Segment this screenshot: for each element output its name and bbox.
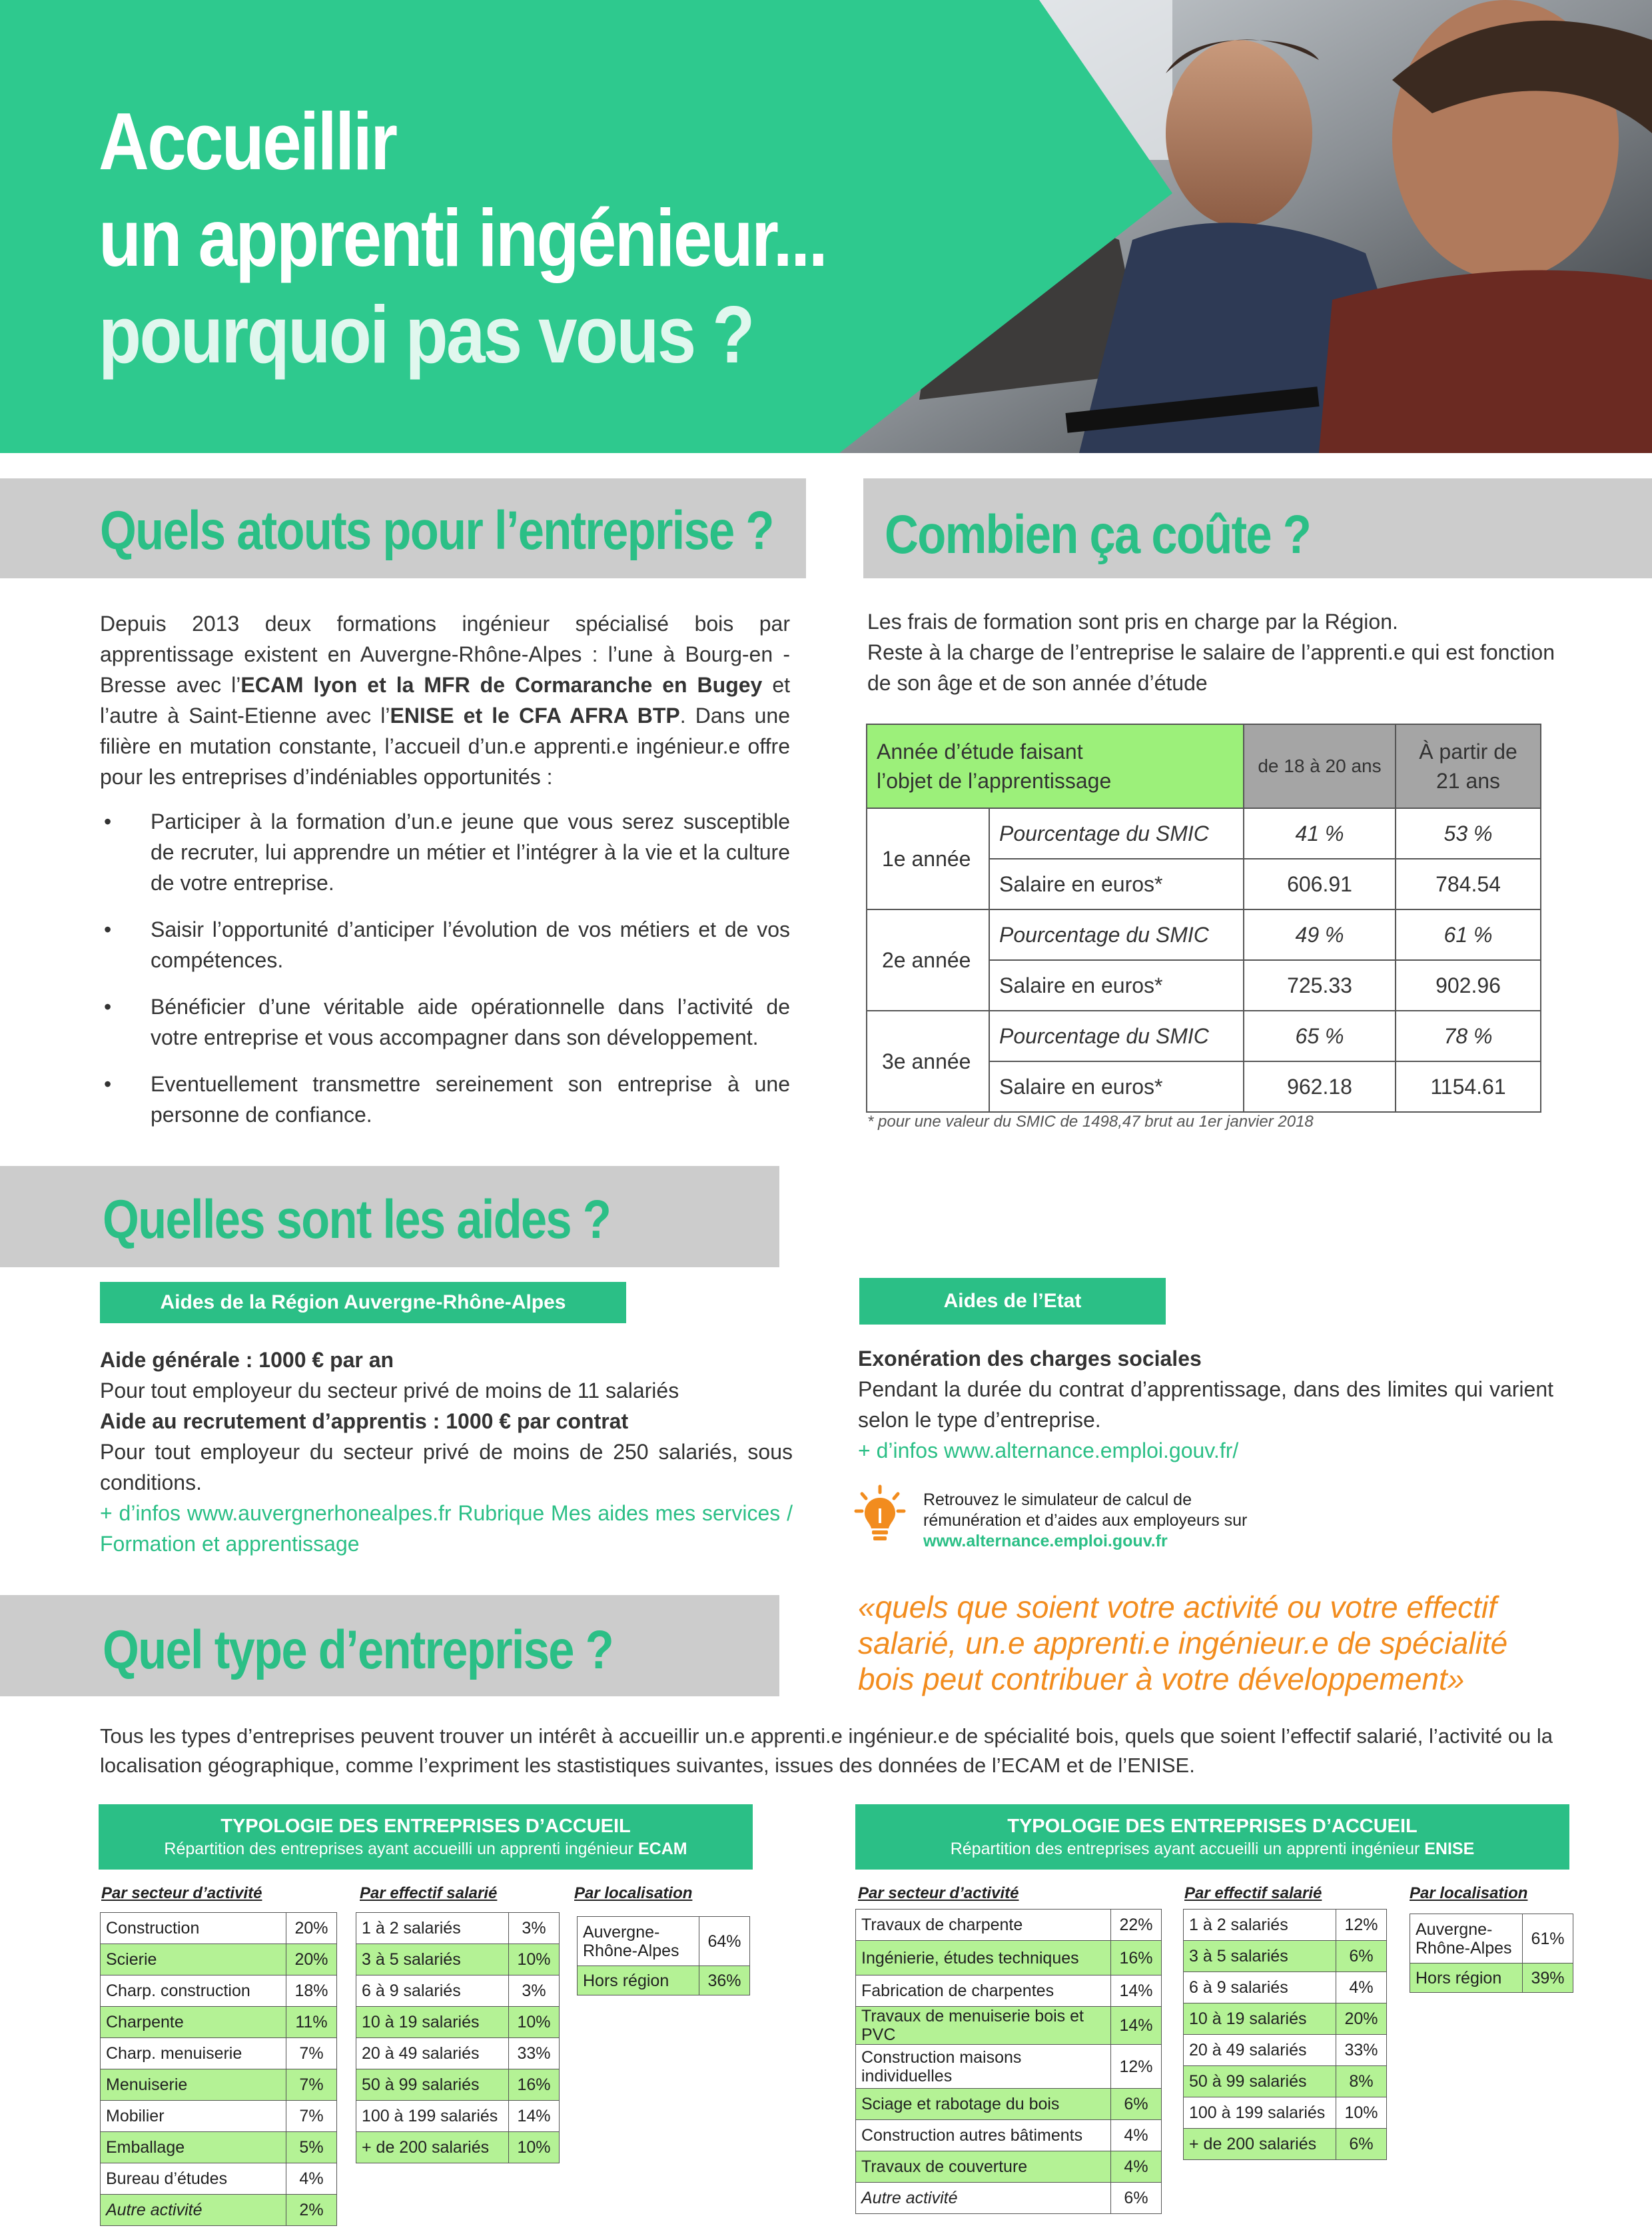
cout-intro — [867, 606, 1555, 698]
salary-value: 902.96 — [1396, 960, 1541, 1011]
stat-row — [356, 2132, 560, 2163]
stat-row — [1184, 2066, 1387, 2097]
table-row — [867, 909, 1541, 960]
atouts-intro — [100, 608, 790, 792]
stat-value: 20% — [286, 1913, 337, 1944]
year-cell: 2e année — [867, 909, 989, 1011]
stat-value: 12% — [1111, 2045, 1162, 2089]
typology-subtitle: Répartition des entreprises ayant accueilli un apprenti ingénieur — [164, 1840, 634, 1858]
stat-row — [1410, 1914, 1573, 1963]
pct-label: Pourcentage du SMIC — [989, 808, 1244, 859]
aide-title: Aide générale : 1000 € par an — [100, 1348, 394, 1372]
pct-label: Pourcentage du SMIC — [989, 1011, 1244, 1061]
stat-row — [101, 1975, 337, 2007]
stat-value: 10% — [1336, 2097, 1387, 2129]
stat-label: Charp. construction — [101, 1975, 286, 2007]
stat-value: 10% — [509, 1944, 560, 1975]
typology-title: TYPOLOGIE DES ENTREPRISES D’ACCUEIL — [220, 1816, 631, 1837]
table-row — [867, 1011, 1541, 1061]
stat-row — [856, 2045, 1162, 2089]
stat-label: 6 à 9 salariés — [1184, 1972, 1336, 2003]
stat-value: 33% — [1336, 2035, 1387, 2066]
col-header-secteur: Par secteur d’activité — [858, 1884, 1019, 1902]
localisation-table — [577, 1916, 750, 1995]
stat-row — [356, 1913, 560, 1944]
stat-label: 3 à 5 salariés — [356, 1944, 509, 1975]
type-intro: Tous les types d’entreprises peuvent trouver un intérêt à accueillir un.e apprenti.e ingénieur.e de spécialité bois, quels que soient l’effectif salarié, l’activité ou la localisation géographique, comme l’expriment les stastistiques suivantes, issues des données de l’ECAM et de l’ENISE. — [100, 1724, 1553, 1777]
cout-intro-line: Les frais de formation sont pris en charge par la Région. — [867, 610, 1398, 634]
stat-label: 1 à 2 salariés — [1184, 1910, 1336, 1941]
hero-title-line: pourquoi pas vous ? — [99, 289, 753, 380]
intro-text: . Dans une filière en mutation constante, l’accueil d’un.e apprenti.e ingénieur.e offre pour les entreprises d’indéniables opportunités : — [100, 704, 791, 789]
aide-title: Aide au recrutement d’apprentis : 1000 € par contrat — [100, 1409, 629, 1433]
section-banner-atouts — [0, 478, 806, 578]
stat-label: 50 à 99 salariés — [1184, 2066, 1336, 2097]
stat-value: 6% — [1336, 2129, 1387, 2160]
stat-value: 6% — [1336, 1941, 1387, 1972]
stat-row — [1410, 1963, 1573, 1993]
stat-value: 10% — [509, 2132, 560, 2163]
stat-label: Ingénierie, études techniques — [856, 1941, 1111, 1975]
stat-label: Charp. menuiserie — [101, 2038, 286, 2069]
aides-etat-text — [858, 1343, 1553, 1466]
stat-row — [101, 2007, 337, 2038]
typology-school: ENISE — [1424, 1840, 1475, 1858]
stat-row — [856, 2089, 1162, 2120]
stat-row — [1184, 2129, 1387, 2160]
stat-value: 7% — [286, 2101, 337, 2132]
stat-value: 2% — [286, 2195, 337, 2226]
stat-value: 6% — [1111, 2089, 1162, 2120]
pct-label: Pourcentage du SMIC — [989, 909, 1244, 960]
section-title: Quels atouts pour l’entreprise ? — [100, 500, 773, 561]
stat-label: Bureau d’études — [101, 2163, 286, 2195]
quote-line: salarié, un.e apprenti.e ingénieur.e de spécialité — [858, 1626, 1508, 1660]
aide-title: Exonération des charges sociales — [858, 1347, 1202, 1371]
stat-label: Sciage et rabotage du bois — [856, 2089, 1111, 2120]
sim-line: Retrouvez le simulateur de calcul de — [923, 1490, 1192, 1509]
stat-value: 3% — [509, 1975, 560, 2007]
bullet-item: • Eventuellement transmettre sereinement son entreprise à une personne de confiance. — [100, 1069, 790, 1130]
col-header-localisation: Par localisation — [1410, 1884, 1528, 1902]
hero-title-line: Accueillir — [99, 96, 396, 187]
tab-aides-region: Aides de la Région Auvergne-Rhône-Alpes — [100, 1282, 626, 1323]
header-line: l’objet de l’apprentissage — [877, 769, 1112, 793]
stat-label: 3 à 5 salariés — [1184, 1941, 1336, 1972]
table-header-age1: de 18 à 20 ans — [1244, 724, 1396, 808]
col-header-effectif: Par effectif salarié — [1184, 1884, 1322, 1902]
section-banner-type — [0, 1595, 779, 1696]
stat-row — [856, 1910, 1162, 1941]
stat-value: 4% — [1336, 1972, 1387, 2003]
stat-value: 6% — [1111, 2183, 1162, 2214]
salary-label: Salaire en euros* — [989, 960, 1244, 1011]
stat-label: Fabrication de charpentes — [856, 1975, 1111, 2007]
stat-row — [356, 2038, 560, 2069]
etat-info-link[interactable]: + d’infos www.alternance.emploi.gouv.fr/ — [858, 1438, 1239, 1462]
aide-text: Pour tout employeur du secteur privé de moins de 250 salariés, sous conditions. — [100, 1440, 793, 1494]
header-line: 21 ans — [1436, 769, 1501, 793]
stat-label: Construction autres bâtiments — [856, 2120, 1111, 2151]
sim-line: rémunération et d’aides aux employeurs sur — [923, 1511, 1248, 1530]
hero-title — [99, 93, 843, 383]
stat-label: 10 à 19 salariés — [1184, 2003, 1336, 2035]
pct-value: 53 % — [1396, 808, 1541, 859]
stat-value: 10% — [509, 2007, 560, 2038]
stat-row — [101, 2132, 337, 2163]
stat-row — [578, 1917, 750, 1966]
table-header-age2 — [1396, 724, 1541, 808]
pct-value: 41 % — [1244, 808, 1396, 859]
stat-row — [1184, 1941, 1387, 1972]
stat-row — [356, 2007, 560, 2038]
stat-value: 16% — [1111, 1941, 1162, 1975]
stat-value: 20% — [1336, 2003, 1387, 2035]
stat-label: Scierie — [101, 1944, 286, 1975]
stat-row — [1184, 2097, 1387, 2129]
stat-value: 7% — [286, 2038, 337, 2069]
tab-aides-etat: Aides de l’Etat — [859, 1278, 1166, 1325]
stat-row — [856, 2183, 1162, 2214]
stat-row — [1184, 2003, 1387, 2035]
pct-value: 65 % — [1244, 1011, 1396, 1061]
stat-label: Menuiserie — [101, 2069, 286, 2101]
hero-title-line: un apprenti ingénieur... — [99, 193, 827, 283]
header-line: À partir de — [1419, 740, 1517, 764]
secteur-table — [100, 1912, 337, 2226]
table-footnote: * pour une valeur du SMIC de 1498,47 brut au 1er janvier 2018 — [867, 1113, 1314, 1131]
stat-label: + de 200 salariés — [356, 2132, 509, 2163]
effectif-table — [356, 1912, 560, 2163]
col-header-effectif: Par effectif salarié — [360, 1884, 498, 1902]
section-title: Quelles sont les aides ? — [103, 1189, 611, 1250]
table-header-label — [867, 724, 1244, 808]
quote-line: «quels que soient votre activité ou votre effectif — [858, 1590, 1497, 1624]
salary-value: 606.91 — [1244, 859, 1396, 909]
bullet-item: • Saisir l’opportunité d’anticiper l’évolution de vos métiers et de vos compétences. — [100, 914, 790, 975]
stat-label: Hors région — [1410, 1963, 1523, 1993]
stat-row — [856, 2007, 1162, 2045]
stat-row — [101, 2195, 337, 2226]
stat-label: Construction maisons individuelles — [856, 2045, 1111, 2089]
stat-label: Auvergne-Rhône-Alpes — [1410, 1914, 1523, 1963]
salary-value: 1154.61 — [1396, 1061, 1541, 1112]
stat-row — [101, 2069, 337, 2101]
stat-label: Autre activité — [101, 2195, 286, 2226]
stat-label: 100 à 199 salariés — [1184, 2097, 1336, 2129]
typology-subtitle: Répartition des entreprises ayant accueilli un apprenti ingénieur — [950, 1840, 1420, 1858]
stat-label: Auvergne-Rhône-Alpes — [578, 1917, 699, 1966]
stat-row — [1184, 2035, 1387, 2066]
intro-bold: ENISE et le CFA AFRA BTP — [390, 704, 680, 728]
stat-value: 12% — [1336, 1910, 1387, 1941]
stat-label: Travaux de couverture — [856, 2151, 1111, 2183]
stat-row — [101, 2038, 337, 2069]
section-banner-cout — [863, 478, 1652, 578]
stat-label: 20 à 49 salariés — [356, 2038, 509, 2069]
stat-row — [356, 1944, 560, 1975]
bullet-item: • Participer à la formation d’un.e jeune que vous serez susceptible de recruter, lui apprendre un métier et l’intégrer à la vie et la culture de votre entreprise. — [100, 806, 790, 898]
stat-row — [856, 1941, 1162, 1975]
stat-label: Emballage — [101, 2132, 286, 2163]
header-line: Année d’étude faisant — [877, 740, 1083, 764]
salary-value: 962.18 — [1244, 1061, 1396, 1112]
salary-value: 784.54 — [1396, 859, 1541, 909]
stat-value: 36% — [699, 1966, 750, 1995]
col-header-localisation: Par localisation — [574, 1884, 693, 1902]
intro-text: Depuis 2013 deux formations ingénieur spécialisé bois par apprentissage existent en Auvergne-Rhône-Alpes : l’une à Bourg-en -Bresse avec l’ — [100, 612, 790, 697]
typology-school: ECAM — [637, 1840, 687, 1858]
stat-label: Travaux de charpente — [856, 1910, 1111, 1941]
stat-row — [578, 1966, 750, 1995]
stat-label: Construction — [101, 1913, 286, 1944]
stat-row — [856, 2120, 1162, 2151]
pct-value: 61 % — [1396, 909, 1541, 960]
intro-bold: ECAM lyon et la MFR de Cormaranche en Bugey — [240, 673, 763, 697]
quote-line: bois peut contribuer à votre développement» — [858, 1662, 1465, 1696]
aide-text: Pendant la durée du contrat d’apprentissage, dans des limites qui varient selon le type d’entreprise. — [858, 1377, 1553, 1432]
stat-row — [356, 2101, 560, 2132]
stat-row — [101, 1944, 337, 1975]
pct-value: 49 % — [1244, 909, 1396, 960]
year-cell: 1e année — [867, 808, 989, 909]
stat-value: 4% — [286, 2163, 337, 2195]
stat-label: 100 à 199 salariés — [356, 2101, 509, 2132]
simulator-link[interactable]: www.alternance.emploi.gouv.fr — [923, 1532, 1168, 1550]
aide-text: Pour tout employeur du secteur privé de moins de 11 salariés — [100, 1379, 679, 1402]
effectif-table — [1183, 1909, 1387, 2160]
aides-region-text — [100, 1345, 793, 1559]
stat-value: 8% — [1336, 2066, 1387, 2097]
hero-header — [0, 0, 1652, 453]
atouts-bullet-list — [100, 806, 790, 1146]
stat-row — [1184, 1972, 1387, 2003]
stat-label: Hors région — [578, 1966, 699, 1995]
stat-label: 20 à 49 salariés — [1184, 2035, 1336, 2066]
year-cell: 3e année — [867, 1011, 989, 1112]
typology-header-ecam — [99, 1804, 753, 1870]
stat-value: 20% — [286, 1944, 337, 1975]
stat-value: 61% — [1523, 1914, 1573, 1963]
stat-value: 64% — [699, 1917, 750, 1966]
simulator-note — [923, 1490, 1247, 1552]
stat-row — [856, 1975, 1162, 2007]
section-title: Combien ça coûte ? — [885, 504, 1311, 565]
stat-label: 1 à 2 salariés — [356, 1913, 509, 1944]
localisation-table — [1410, 1914, 1573, 1993]
stat-row — [101, 1913, 337, 1944]
stat-label: 50 à 99 salariés — [356, 2069, 509, 2101]
pull-quote — [858, 1589, 1537, 1697]
stat-label: + de 200 salariés — [1184, 2129, 1336, 2160]
stat-value: 22% — [1111, 1910, 1162, 1941]
pct-value: 78 % — [1396, 1011, 1541, 1061]
bullet-item: • Bénéficier d’une véritable aide opérationnelle dans l’activité de votre entreprise et vous accompagner dans son développement. — [100, 991, 790, 1053]
stat-value: 16% — [509, 2069, 560, 2101]
region-info-link[interactable]: + d’infos www.auvergnerhonealpes.fr Rubrique Mes aides mes services / Formation et apprentissage — [100, 1501, 793, 1556]
cout-intro-line: Reste à la charge de l’entreprise le salaire de l’apprenti.e qui est fonction de son âge et de son année d’étude — [867, 640, 1555, 695]
stat-label: Autre activité — [856, 2183, 1111, 2214]
stat-value: 5% — [286, 2132, 337, 2163]
stat-row — [101, 2101, 337, 2132]
salary-value: 725.33 — [1244, 960, 1396, 1011]
stat-value: 4% — [1111, 2120, 1162, 2151]
stat-value: 3% — [509, 1913, 560, 1944]
col-header-secteur: Par secteur d’activité — [101, 1884, 262, 1902]
stat-value: 18% — [286, 1975, 337, 2007]
stat-row — [856, 2151, 1162, 2183]
stat-row — [1184, 1910, 1387, 1941]
stat-row — [101, 2163, 337, 2195]
stat-label: Mobilier — [101, 2101, 286, 2132]
stat-value: 7% — [286, 2069, 337, 2101]
stat-value: 14% — [509, 2101, 560, 2132]
stat-row — [356, 2069, 560, 2101]
section-title: Quel type d’entreprise ? — [103, 1620, 613, 1680]
intro-text: et l’autre à Saint-Etienne avec l’ — [100, 673, 791, 728]
stat-value: 14% — [1111, 2007, 1162, 2045]
table-row — [867, 808, 1541, 859]
stat-label: Travaux de menuiserie bois et PVC — [856, 2007, 1111, 2045]
stat-value: 14% — [1111, 1975, 1162, 2007]
lightbulb-icon — [854, 1484, 906, 1546]
secteur-table — [855, 1909, 1162, 2214]
stat-label: 6 à 9 salariés — [356, 1975, 509, 2007]
stat-value: 39% — [1523, 1963, 1573, 1993]
stat-value: 4% — [1111, 2151, 1162, 2183]
stat-row — [356, 1975, 560, 2007]
stat-label: 10 à 19 salariés — [356, 2007, 509, 2038]
salary-label: Salaire en euros* — [989, 859, 1244, 909]
salary-label: Salaire en euros* — [989, 1061, 1244, 1112]
stat-label: Charpente — [101, 2007, 286, 2038]
stat-value: 33% — [509, 2038, 560, 2069]
salary-table — [866, 724, 1541, 1113]
stat-value: 11% — [286, 2007, 337, 2038]
section-banner-aides — [0, 1166, 779, 1267]
typology-header-enise — [855, 1804, 1569, 1870]
typology-title: TYPOLOGIE DES ENTREPRISES D’ACCUEIL — [1007, 1816, 1418, 1837]
